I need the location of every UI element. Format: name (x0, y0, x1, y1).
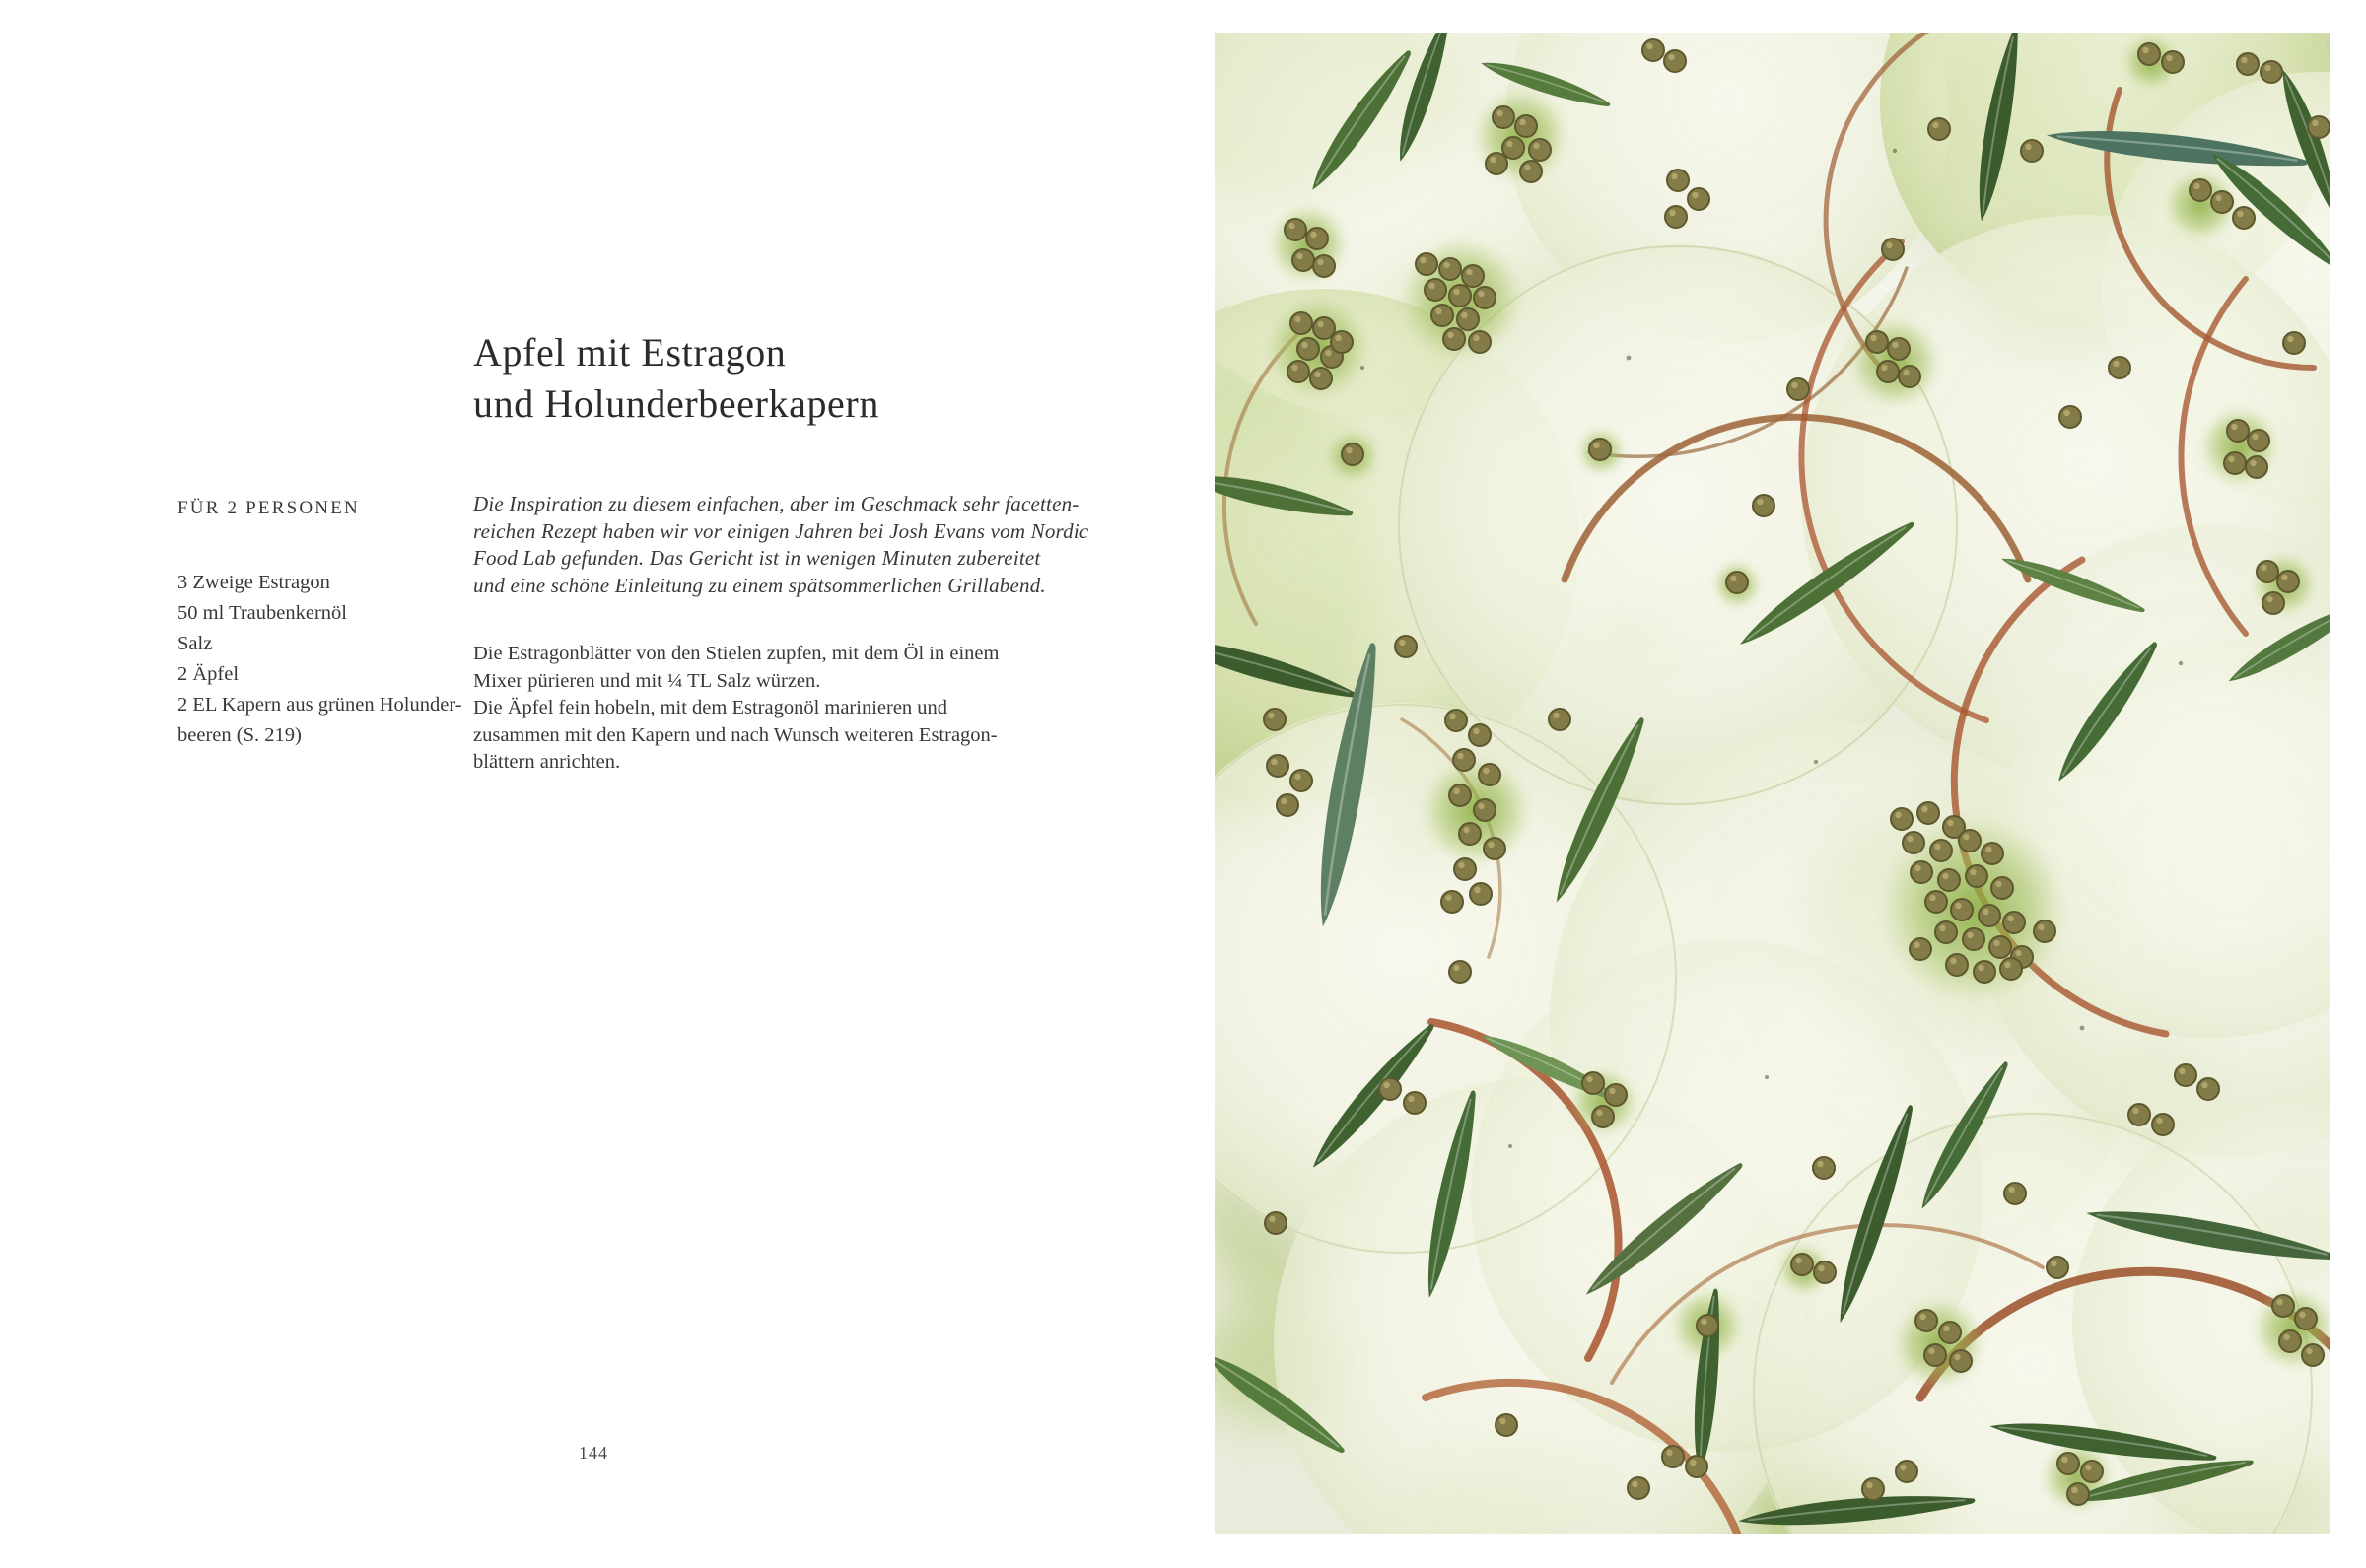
ingredient-line: beeren (S. 219) (177, 724, 302, 746)
intro-line: und eine schöne Einleitung zu einem spätsommerlichen Grillabend. (473, 573, 1046, 597)
intro-line: Food Lab gefunden. Das Gericht ist in wenigen Minuten zubereitet (473, 546, 1041, 570)
ingredient-line: 50 ml Traubenkernöl (177, 602, 347, 624)
recipe-photo (1215, 33, 2330, 1534)
intro-line: reichen Rezept haben wir vor einigen Jahren bei Josh Evans vom Nordic (473, 518, 1089, 543)
ingredient-line: 2 Äpfel (177, 663, 240, 685)
recipe-photo-illustration (1215, 33, 2330, 1534)
ingredient-line: Salz (177, 633, 213, 654)
recipe-title-line-2: und Holunderbeerkapern (473, 381, 879, 426)
recipe-method-paragraph (473, 641, 1114, 777)
ingredient-line: 2 EL Kapern aus grünen Holunder- (177, 694, 462, 716)
intro-line: Die Inspiration zu diesem einfachen, aber im Geschmack sehr facetten- (473, 492, 1079, 515)
page-number: 144 (579, 1443, 608, 1463)
method-line: Die Äpfel fein hobeln, mit dem Estragonöl marinieren und (473, 697, 948, 718)
recipe-title (473, 327, 879, 430)
method-line: Die Estragonblätter von den Stielen zupfen, mit dem Öl in einem (473, 643, 1000, 664)
method-line: zusammen mit den Kapern und nach Wunsch weiteren Estragon- (473, 723, 998, 746)
ingredient-list (177, 568, 473, 751)
method-line: Mixer pürieren und mit ¼ TL Salz würzen. (473, 669, 821, 692)
recipe-title-line-1: Apfel mit Estragon (473, 330, 787, 375)
ingredient-line: 3 Zweige Estragon (177, 572, 330, 593)
servings-label: FÜR 2 PERSONEN (177, 498, 360, 518)
apple-slices (1215, 33, 2330, 1534)
recipe-intro-paragraph (473, 491, 1114, 599)
method-line: blättern anrichten. (473, 751, 621, 773)
